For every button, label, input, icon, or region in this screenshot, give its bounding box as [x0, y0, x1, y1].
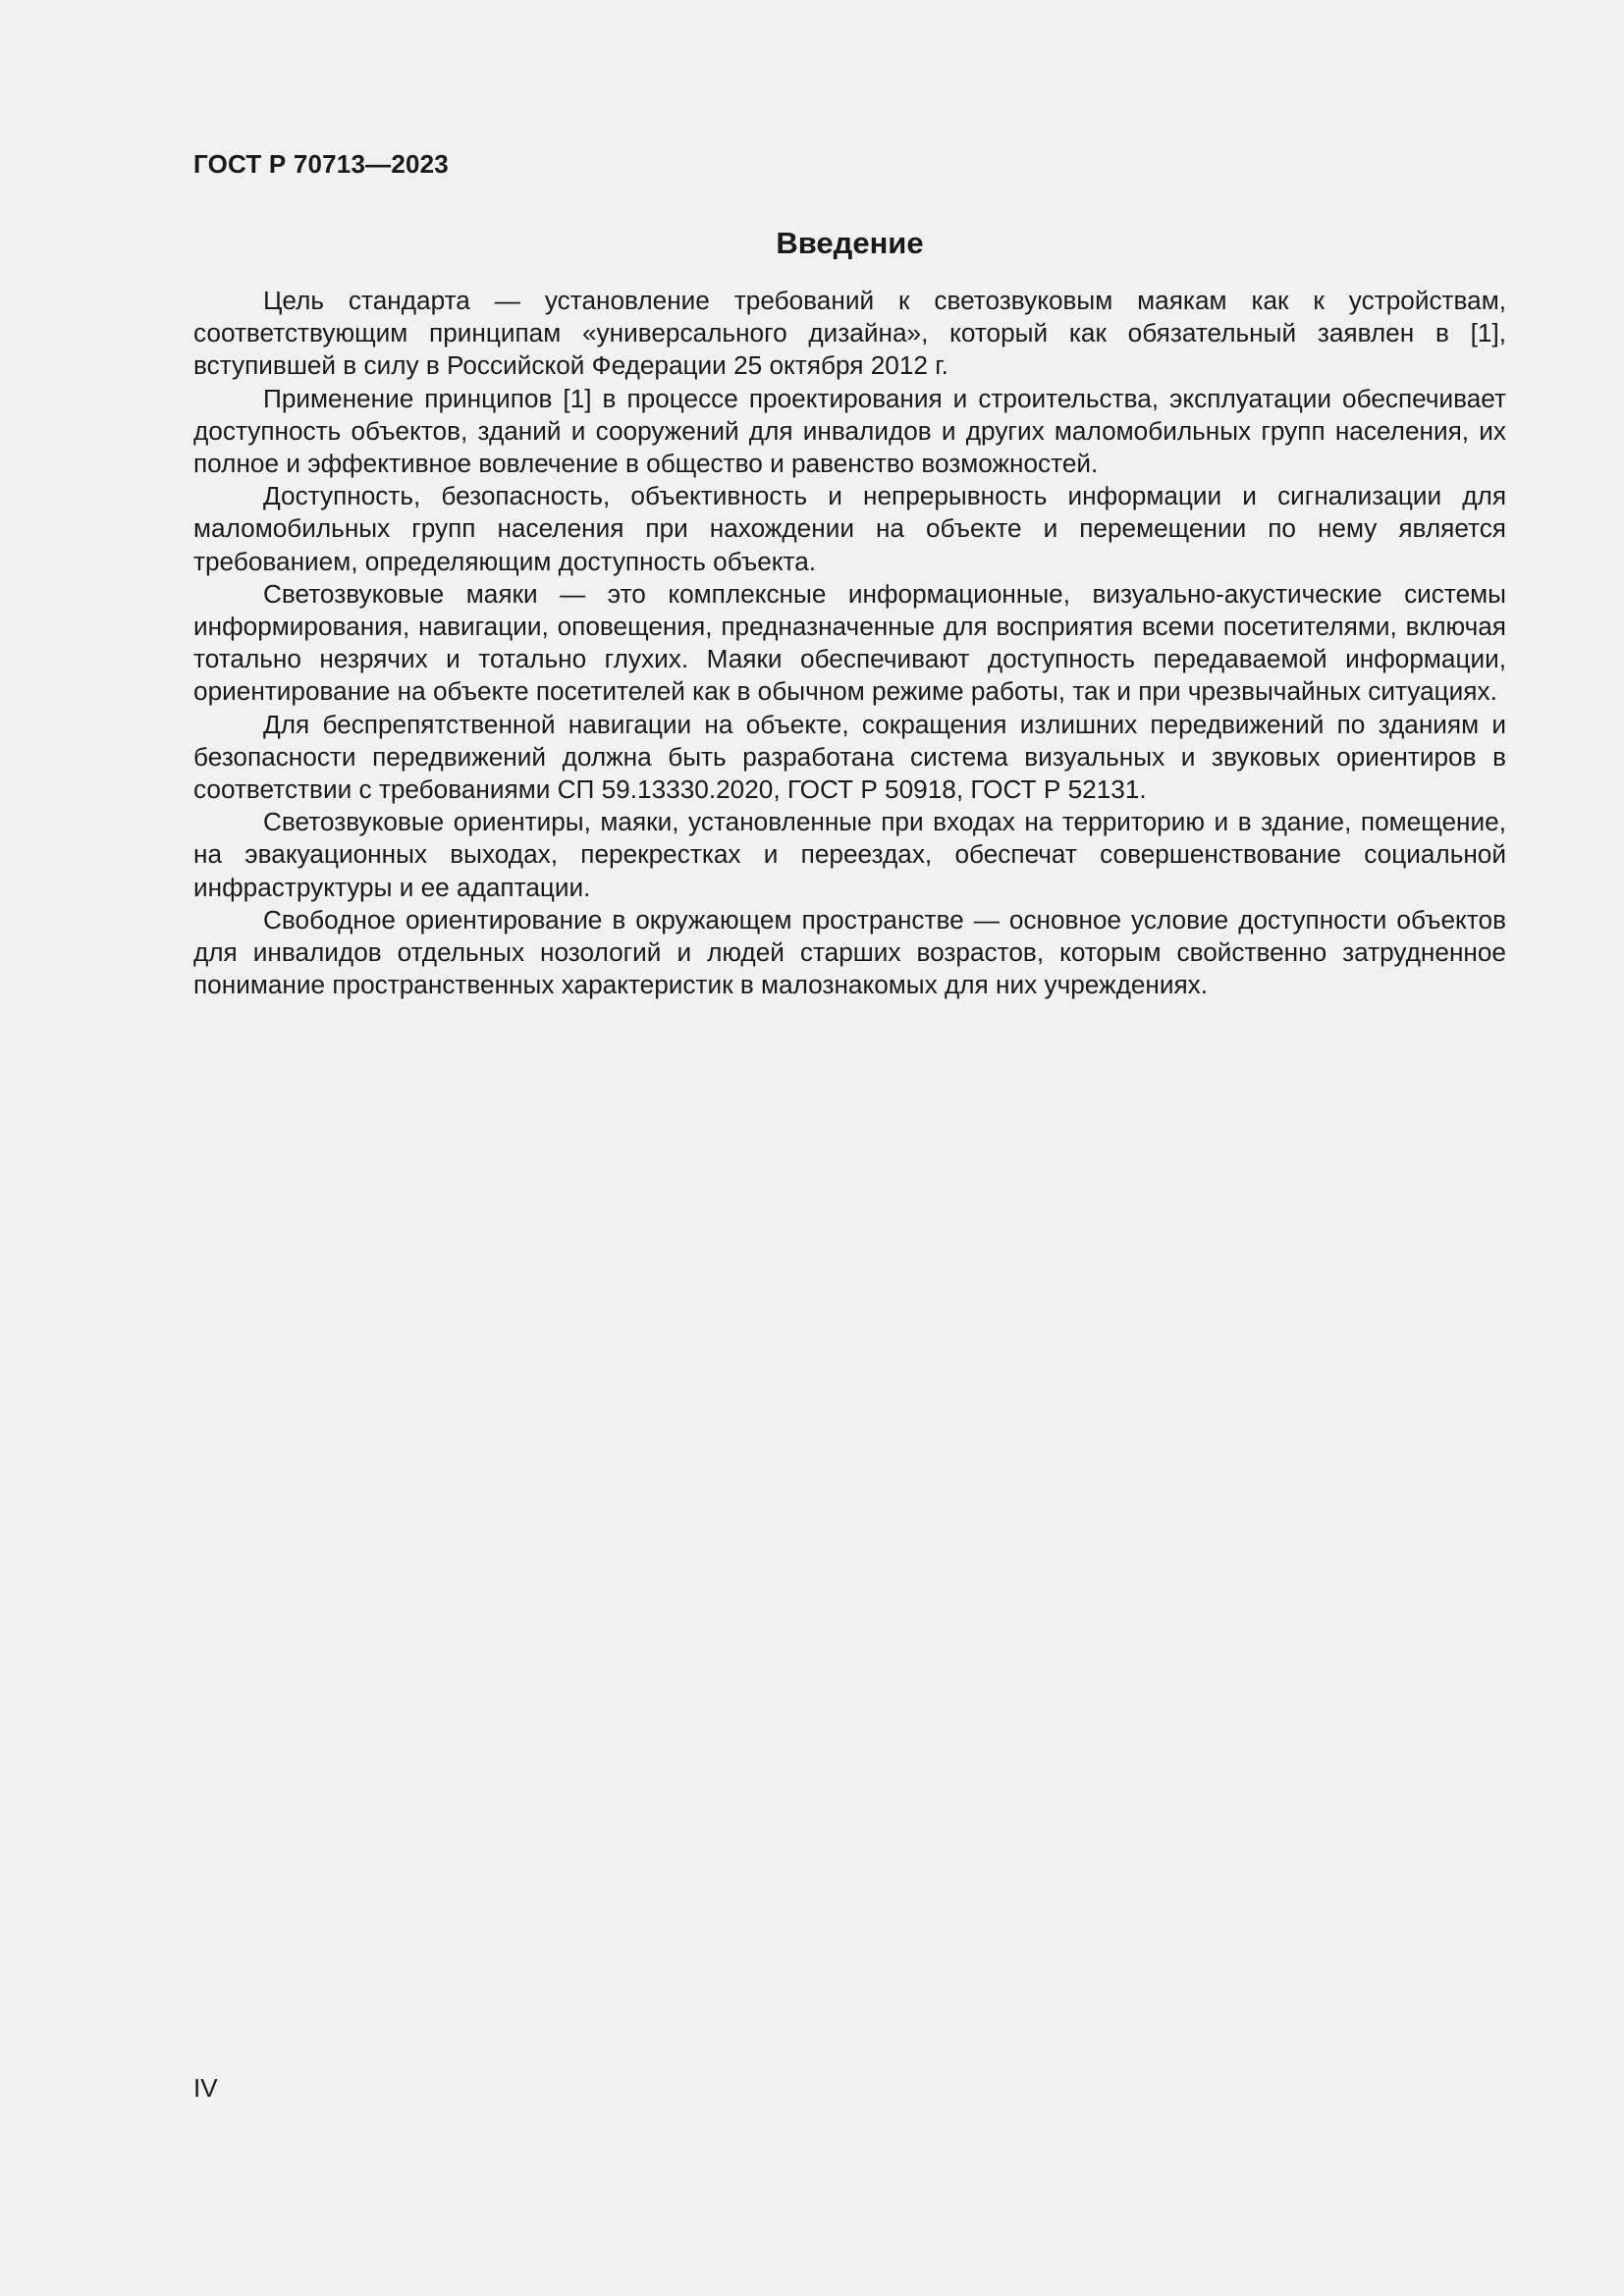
paragraph: Применение принципов [1] в процессе проектирования и строительства, эксплуатации обеспечивает доступность объектов, зданий и сооружений для инвалидов и других маломобильных групп населения, их полное и эффективное вовлечение в общество и равенство возможностей.	[193, 383, 1506, 479]
paragraph: Цель стандарта — установление требований к светозвуковым маякам как к устройствам, соответствующим принципам «универсального дизайна», который как обязательный заявлен в [1], вступившей в силу в Российской Федерации 25 октября 2012 г.	[193, 286, 1506, 381]
paragraph: Светозвуковые маяки — это комплексные информационные, визуально-акустические системы информирования, навигации, оповещения, предназначенные для восприятия всеми посетителями, включая тотально незрячих и тотально глухих. Маяки обеспечивают доступность передаваемой информации, ориентирование на объекте посетителей как в обычном режиме работы, так и при чрезвычайных ситуациях.	[193, 578, 1506, 707]
paragraph: Свободное ориентирование в окружающем пространстве — основное условие доступности объектов для инвалидов отдельных нозологий и людей старших возрастов, которым свойственно затрудненное понимание пространственных характеристик в малознакомых для них учреждениях.	[193, 904, 1506, 1000]
document-code: ГОСТ Р 70713—2023	[193, 149, 449, 179]
paragraph: Светозвуковые ориентиры, маяки, установленные при входах на территорию и в здание, помещение, на эвакуационных выходах, перекрестках и переездах, обеспечат совершенствование социальной инфраструктуры и ее адаптации.	[193, 807, 1506, 902]
page-number: IV	[193, 2073, 218, 2103]
paragraph: Доступность, безопасность, объективность и непрерывность информации и сигнализации для маломобильных групп населения при нахождении на объекте и перемещении по нему является требованием, определяющим доступность объекта.	[193, 481, 1506, 576]
body-text	[193, 285, 1506, 1001]
section-title: Введение	[776, 226, 924, 260]
paragraph: Для беспрепятственной навигации на объекте, сокращения излишних передвижений по зданиям и безопасности передвижений должна быть разработана система визуальных и звуковых ориентиров в соответствии с требованиями СП 59.13330.2020, ГОСТ Р 50918, ГОСТ Р 52131.	[193, 709, 1506, 805]
